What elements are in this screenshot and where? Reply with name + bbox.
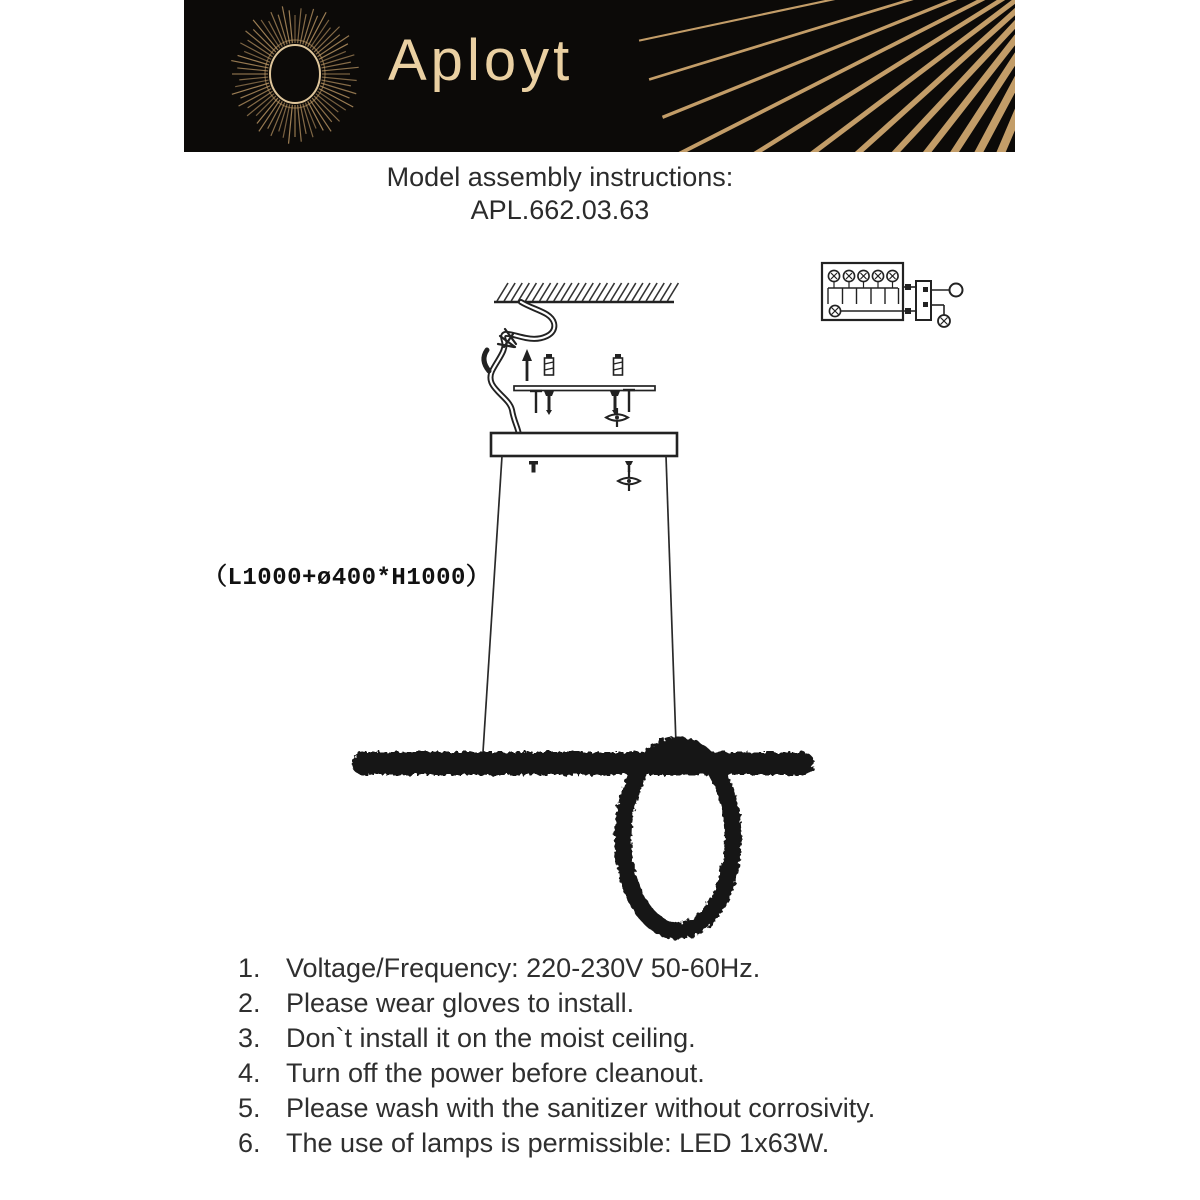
- terminal-block: [822, 263, 916, 320]
- model-number: APL.662.03.63: [470, 195, 650, 225]
- set-screw-icon: [529, 461, 538, 473]
- item-text: Please wash with the sanitizer without corrosivity.: [286, 1093, 876, 1123]
- mounting-screw-icon: [610, 391, 620, 415]
- item-number: 5.: [238, 1093, 261, 1123]
- list-item: [238, 1126, 1018, 1161]
- item-text: Voltage/Frequency: 220-230V 50-60Hz.: [286, 953, 761, 983]
- mounting-screw-icon: [530, 391, 542, 413]
- list-item: [238, 986, 1018, 1021]
- mounting-screw-icon: [544, 391, 554, 415]
- mounting-screw-icon: [625, 461, 633, 472]
- cable-knot: [484, 329, 516, 371]
- item-text: The use of lamps is permissible: LED 1x63W.: [286, 1128, 830, 1158]
- dimensions-label: （L1000+ø400*H1000）: [203, 565, 491, 592]
- expansion-anchor-icon: [545, 354, 554, 375]
- item-number: 4.: [238, 1058, 261, 1088]
- ground-screw-icon: [829, 305, 840, 316]
- item-number: 1.: [238, 953, 261, 983]
- ground-screw-icon: [931, 305, 950, 327]
- page-title: Model assembly instructions:: [386, 162, 734, 192]
- ring-terminal-icon: [931, 284, 963, 297]
- item-number: 2.: [238, 988, 261, 1018]
- wing-nut-icon: [618, 471, 640, 491]
- item-text: Please wear gloves to install.: [286, 988, 635, 1018]
- item-text: Don`t install it on the moist ceiling.: [286, 1023, 696, 1053]
- brand-wordmark: Aployt: [388, 28, 574, 93]
- ceiling-canopy: [491, 433, 677, 456]
- wing-nut-icon: [606, 408, 628, 427]
- instructions-list: [238, 951, 1018, 1161]
- list-item: [238, 1056, 1018, 1091]
- suspension-wire: [666, 456, 676, 744]
- list-item: [238, 1021, 1018, 1056]
- item-number: 3.: [238, 1023, 261, 1053]
- up-arrow-icon: [522, 349, 532, 381]
- item-number: 6.: [238, 1128, 261, 1158]
- list-item: [238, 1091, 1018, 1126]
- item-text: Turn off the power before cleanout.: [286, 1058, 705, 1088]
- light-bar: [352, 752, 814, 775]
- connector-box: [916, 281, 931, 320]
- mounting-screw-icon: [623, 390, 635, 412]
- suspension-wire: [483, 456, 502, 752]
- list-item: [238, 951, 1018, 986]
- expansion-anchor-icon: [614, 354, 623, 375]
